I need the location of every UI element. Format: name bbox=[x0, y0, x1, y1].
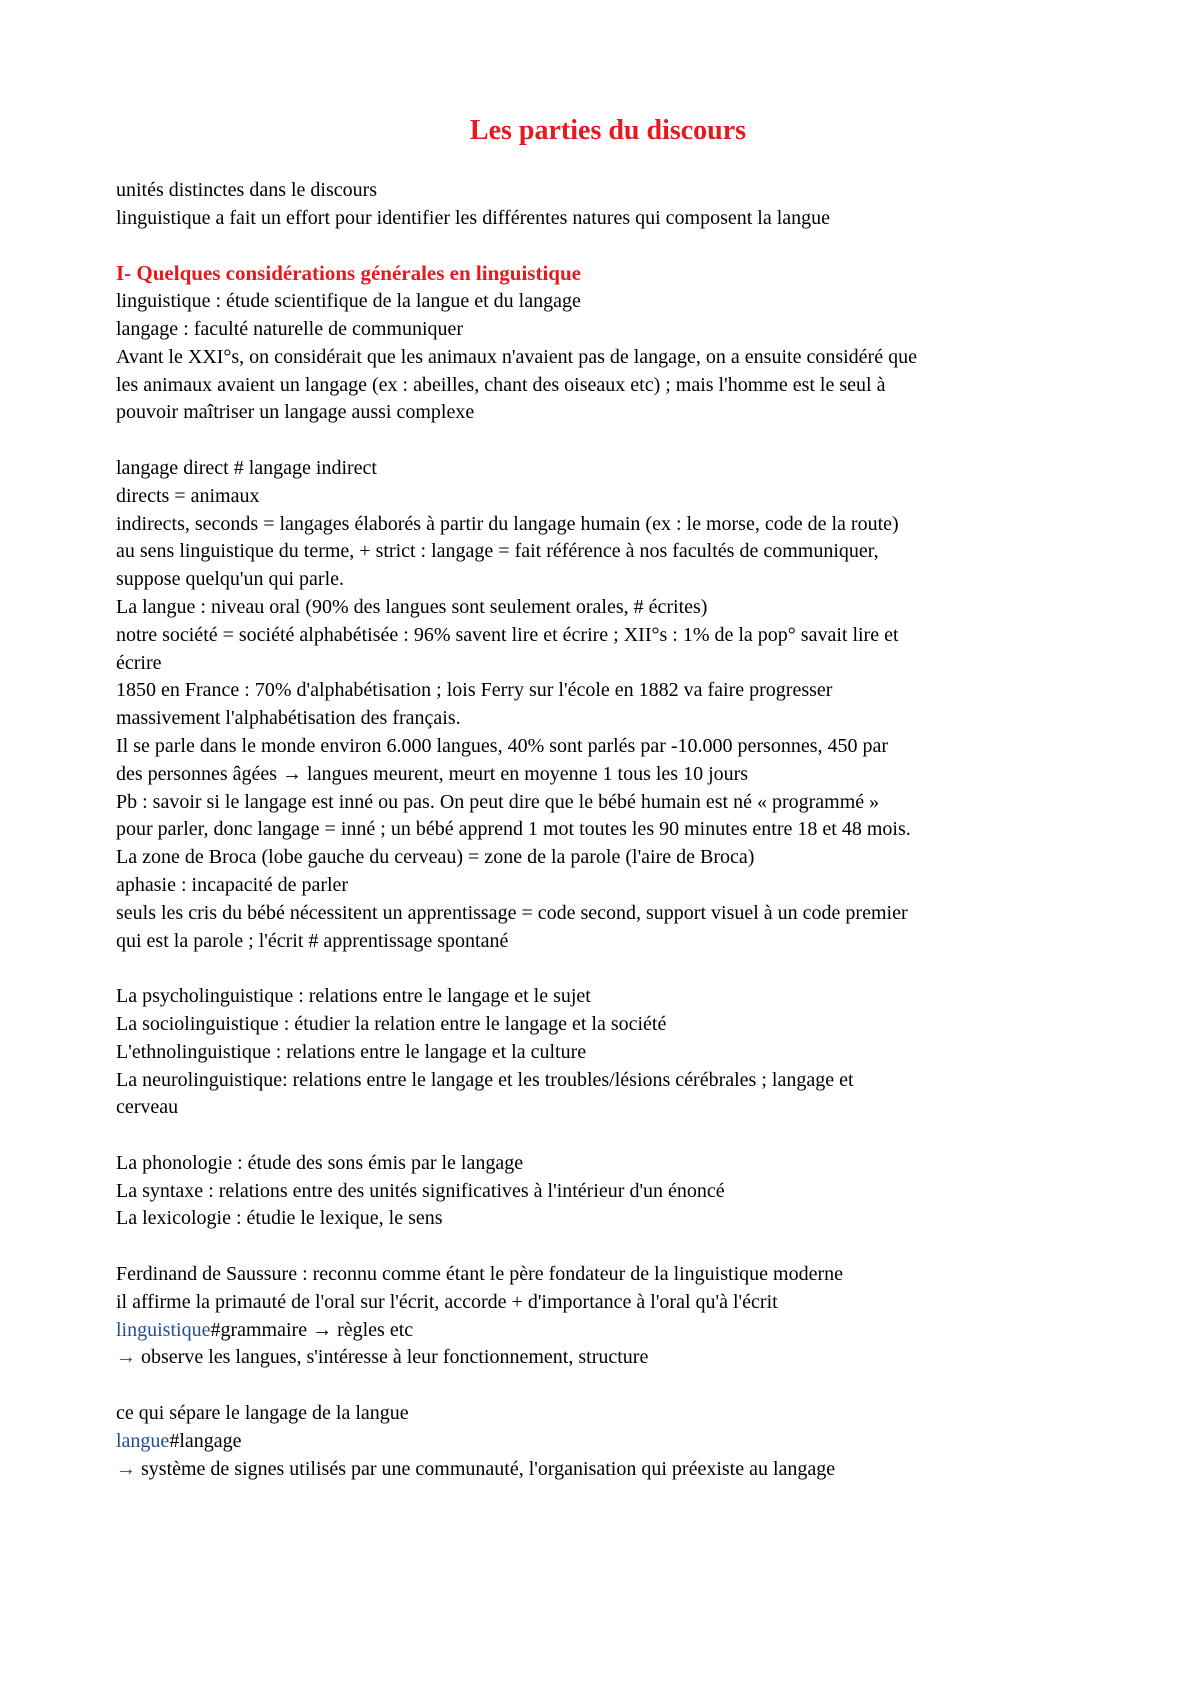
text-line: ce qui sépare le langage de la langue bbox=[116, 1402, 409, 1425]
text-block-definitions bbox=[116, 288, 1100, 427]
paragraph-spacer bbox=[116, 1233, 1100, 1261]
text-line: qui est la parole ; l'écrit # apprentissage spontané bbox=[116, 929, 509, 952]
text-line: il affirme la primauté de l'oral sur l'écrit, accorde + d'importance à l'oral qu'à l'écrit bbox=[116, 1290, 778, 1313]
text-block-langue bbox=[116, 1400, 1100, 1483]
text-line: La psycholinguistique : relations entre le langage et le sujet bbox=[116, 985, 591, 1008]
text-line: pouvoir maîtriser un langage aussi complexe bbox=[116, 401, 475, 424]
text-line bbox=[116, 1317, 1100, 1345]
text-line: langage : faculté naturelle de communiquer bbox=[116, 317, 464, 340]
text-line bbox=[116, 1428, 1100, 1456]
text-block-langage bbox=[116, 455, 1100, 955]
text-line: cerveau bbox=[116, 1096, 179, 1119]
paragraph-spacer bbox=[116, 1372, 1100, 1400]
arrow-right-icon: → bbox=[116, 1457, 136, 1480]
text-line: directs = animaux bbox=[116, 484, 260, 507]
paragraph-spacer bbox=[116, 233, 1100, 261]
text-line: écrire bbox=[116, 651, 162, 674]
text-line: aphasie : incapacité de parler bbox=[116, 873, 349, 896]
text-fragment: #langage bbox=[169, 1429, 242, 1452]
text-line: L'ethnolinguistique : relations entre le langage et la culture bbox=[116, 1040, 587, 1063]
paragraph-spacer bbox=[116, 1122, 1100, 1150]
text-line: pour parler, donc langage = inné ; un bébé apprend 1 mot toutes les 90 minutes entre 18 et 48 mois. bbox=[116, 818, 911, 841]
text-line: Il se parle dans le monde environ 6.000 langues, 40% sont parlés par -10.000 personnes, 450 par bbox=[116, 734, 889, 757]
text-line: Avant le XXI°s, on considérait que les animaux n'avaient pas de langage, on a ensuite considéré que bbox=[116, 345, 917, 368]
text-line bbox=[116, 1344, 1100, 1372]
text-line: La sociolinguistique : étudier la relation entre le langage et la société bbox=[116, 1012, 667, 1035]
text-line: Pb : savoir si le langage est inné ou pas. On peut dire que le bébé humain est né « programmé » bbox=[116, 790, 880, 813]
intro-line: linguistique a fait un effort pour identifier les différentes natures qui composent la langue bbox=[116, 206, 831, 229]
text-line: La zone de Broca (lobe gauche du cerveau) = zone de la parole (l'aire de Broca) bbox=[116, 846, 755, 869]
text-block-branches bbox=[116, 1150, 1100, 1233]
text-line: Ferdinand de Saussure : reconnu comme étant le père fondateur de la linguistique moderne bbox=[116, 1263, 843, 1286]
text-line: La phonologie : étude des sons émis par le langage bbox=[116, 1151, 524, 1174]
langue-link[interactable]: langue bbox=[116, 1429, 170, 1452]
text-line: linguistique : étude scientifique de la langue et du langage bbox=[116, 290, 581, 313]
text-line: La syntaxe : relations entre des unités significatives à l'intérieur d'un énoncé bbox=[116, 1179, 725, 1202]
text-line: seuls les cris du bébé nécessitent un apprentissage = code second, support visuel à un code premier bbox=[116, 901, 908, 924]
text-line: langage direct # langage indirect bbox=[116, 456, 377, 479]
section-heading: I- Quelques considérations générales en linguistique bbox=[116, 261, 581, 286]
text-line: La lexicologie : étudie le lexique, le sens bbox=[116, 1207, 443, 1230]
arrow-right-icon: → bbox=[116, 1346, 136, 1369]
text-fragment: #grammaire → règles etc bbox=[210, 1318, 414, 1341]
text-line: les animaux avaient un langage (ex : abeilles, chant des oiseaux etc) ; mais l'homme est le seul à bbox=[116, 373, 886, 396]
text-line: La langue : niveau oral (90% des langues sont seulement orales, # écrites) bbox=[116, 595, 708, 618]
text-line: 1850 en France : 70% d'alphabétisation ; lois Ferry sur l'école en 1882 va faire progresser bbox=[116, 679, 833, 702]
intro-line: unités distinctes dans le discours bbox=[116, 179, 378, 201]
text-line: La neurolinguistique: relations entre le langage et les troubles/lésions cérébrales ; langage et bbox=[116, 1068, 854, 1091]
text-line: suppose quelqu'un qui parle. bbox=[116, 568, 345, 591]
text-line: indirects, seconds = langages élaborés à partir du langage humain (ex : le morse, code de la route) bbox=[116, 512, 899, 535]
paragraph-spacer bbox=[116, 427, 1100, 455]
paragraph-spacer bbox=[116, 955, 1100, 983]
text-fragment: système de signes utilisés par une communauté, l'organisation qui préexiste au langage bbox=[136, 1457, 836, 1480]
page-title: Les parties du discours bbox=[469, 115, 747, 146]
text-block-saussure bbox=[116, 1261, 1100, 1372]
text-line: au sens linguistique du terme, + strict : langage = fait référence à nos facultés de communiquer, bbox=[116, 540, 879, 563]
text-line: notre société = société alphabétisée : 96% savent lire et écrire ; XII°s : 1% de la pop° savait lire et bbox=[116, 623, 899, 646]
text-line: des personnes âgées → langues meurent, meurt en moyenne 1 tous les 10 jours bbox=[116, 762, 749, 785]
linguistique-link[interactable]: linguistique bbox=[116, 1318, 211, 1341]
text-line: massivement l'alphabétisation des français. bbox=[116, 707, 461, 730]
text-line bbox=[116, 1456, 1100, 1484]
text-block-disciplines bbox=[116, 983, 1100, 1122]
intro-block bbox=[116, 177, 1100, 233]
text-fragment: observe les langues, s'intéresse à leur fonctionnement, structure bbox=[136, 1346, 649, 1369]
